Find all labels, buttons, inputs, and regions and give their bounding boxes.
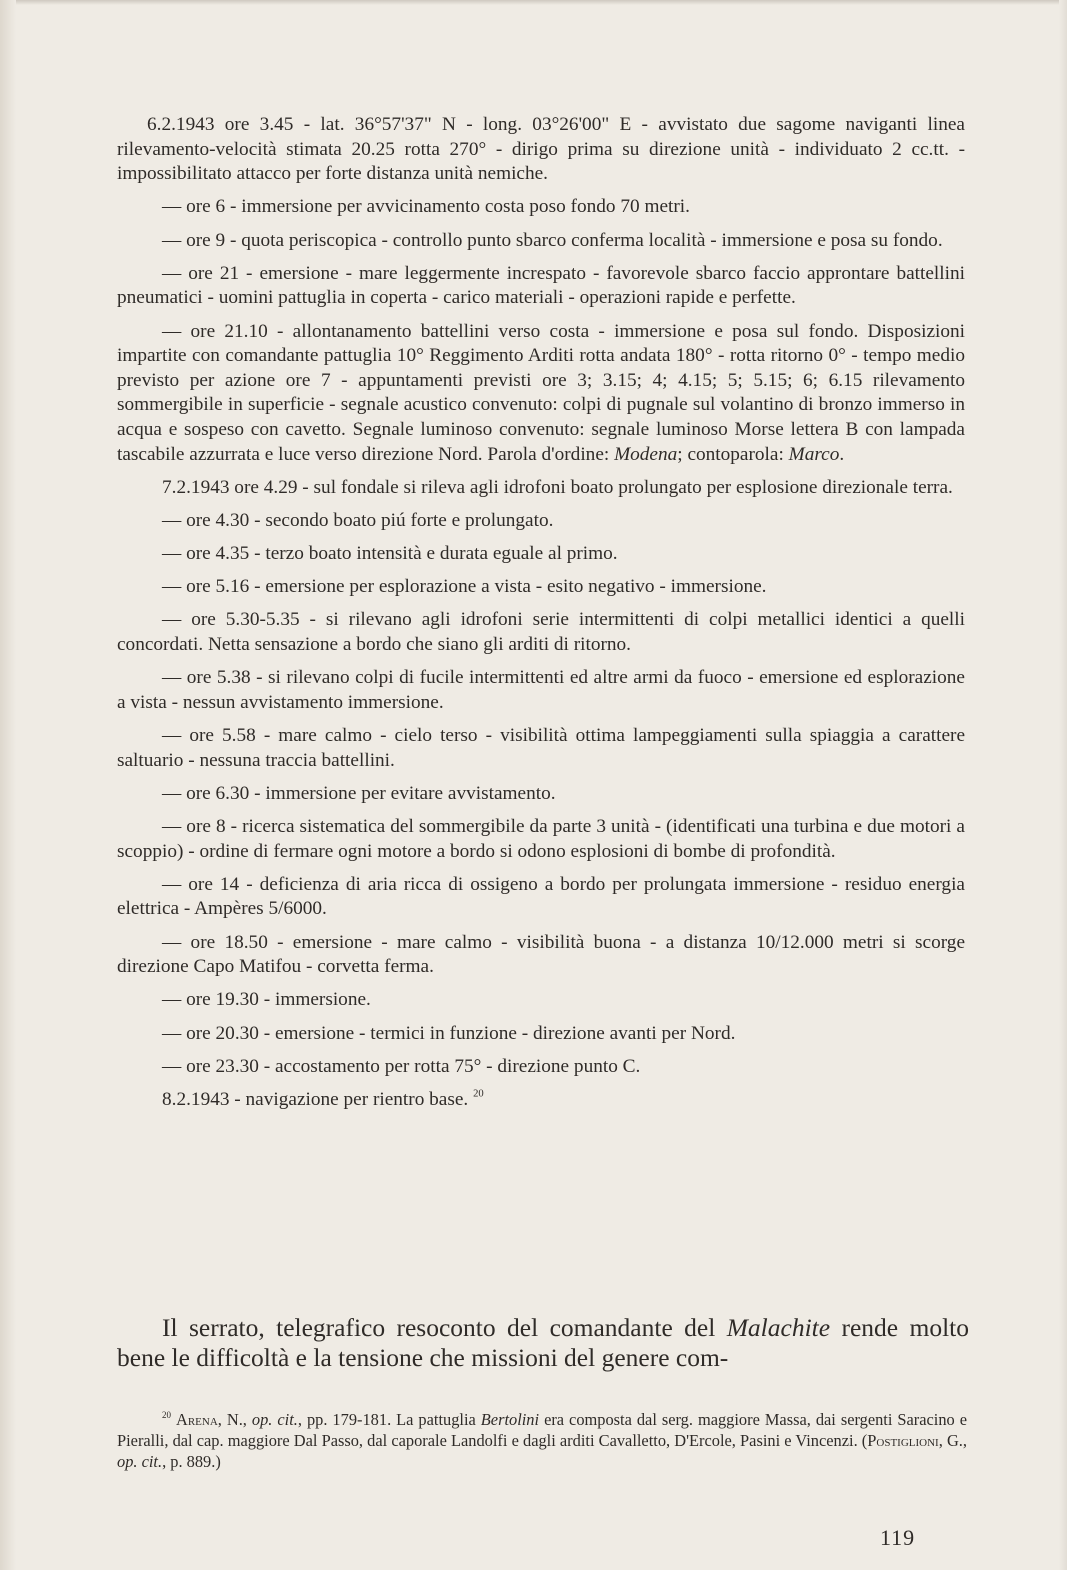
footnote-text: , p. 889.) <box>162 1451 221 1471</box>
countersign-label: ; contoparola: <box>677 443 784 465</box>
footnote-text: , N., <box>217 1410 247 1429</box>
log-entry: — ore 9 - quota periscopica - controllo punto sbarco conferma località - immersione e posa su fondo. <box>162 229 943 251</box>
log-entry: — ore 14 - deficienza di aria ricca di ossigeno a bordo per prolungata immersione - residuo energia elettrica - Ampères 5/6000. <box>117 873 965 920</box>
footnote-number: 20 <box>162 1409 171 1420</box>
footnote-text: , G., <box>938 1430 967 1450</box>
summary-paragraph <box>117 1313 969 1373</box>
log-entry: — ore 23.30 - accostamento per rotta 75° - direzione punto C. <box>162 1055 641 1077</box>
page-edge-left <box>0 0 16 1570</box>
footnote-mark: 20 <box>473 1088 484 1100</box>
log-entry-text: 8.2.1943 - navigazione per rientro base. <box>162 1088 469 1110</box>
page-edge-top <box>0 0 1067 5</box>
log-entries <box>117 113 965 1121</box>
log-entry: — ore 8 - ricerca sistematica del sommergibile da parte 3 unità - (identificati una turbina e due motori a scoppio) - ordine di fermare ogni motore a bordo si odono esplosioni di bombe di profondità. <box>117 815 965 862</box>
log-entry: — ore 18.50 - emersione - mare calmo - visibilità buona - a distanza 10/12.000 metri si scorge direzione Capo Matifou - corvetta ferma. <box>117 931 965 978</box>
password: Modena <box>614 443 678 465</box>
footnote-text: era composta dal serg. maggiore Massa, dai sergenti Saracino e Pieralli, dal cap. maggiore Dal Passo, dal caporale Landolfi e dagli arditi Cavalletto, D'Ercole, Pasini e Vincenzi. ( <box>117 1410 968 1450</box>
footnote-patrol: Bertolini <box>480 1410 540 1429</box>
page-edge-right <box>1059 0 1067 1570</box>
log-entry: — ore 4.35 - terzo boato intensità e durata eguale al primo. <box>162 543 618 565</box>
summary-text: Il serrato, telegrafico resoconto del comandante del <box>162 1313 716 1342</box>
log-entry: — ore 5.38 - si rilevano colpi di fucile intermittenti ed altre armi da fuoco - emersione ed esplorazione a vista - nessun avvistamento immersione. <box>117 667 965 713</box>
log-entry: — ore 20.30 - emersione - termici in funzione - direzione avanti per Nord. <box>162 1022 736 1044</box>
log-entry: — ore 5.58 - mare calmo - cielo terso - visibilità ottima lampeggiamenti sulla spiaggia a carattere saltuario - nessuna traccia battellini. <box>117 725 965 771</box>
log-entry: — ore 21 - emersione - mare leggermente increspato - favorevole sbarco faccio approntare battellini pneumatici - uomini pattuglia in coperta - carico materiali - operazioni rapide e perfette. <box>117 262 965 309</box>
log-entry: — ore 4.30 - secondo boato piú forte e prolungato. <box>162 509 554 531</box>
footnote-text: , pp. 179-181. La pattuglia <box>297 1410 476 1429</box>
page-number: 119 <box>880 1525 916 1550</box>
log-entry: 6.2.1943 ore 3.45 - lat. 36°57'37" N - long. 03°26'00" E - avvistato due sagome naviganti linea rilevamento-velocità stimata 20.25 rotta 270° - dirigo prima su direzione unità - individuato 2 cc.tt. - impossibilitato attacco per forte distanza unità nemiche. <box>117 114 965 185</box>
footnote-opcit: op. cit. <box>117 1451 163 1471</box>
log-entry: — ore 6 - immersione per avvicinamento costa poso fondo 70 metri. <box>162 196 690 218</box>
final-period: . <box>839 443 845 465</box>
footnote-opcit: op. cit. <box>251 1410 298 1429</box>
countersign: Marco <box>788 443 840 465</box>
summary-text: rende molto bene le difficoltà e la tensione che missioni del genere com- <box>117 1313 969 1372</box>
log-entry: — ore 19.30 - immersione. <box>162 989 371 1011</box>
log-entry: — ore 5.30-5.35 - si rilevano agli idrofoni serie intermittenti di colpi metallici identici a quelli concordati. Netta sensazione a bordo che siano gli arditi di ritorno. <box>117 609 965 656</box>
log-entry-text: — ore 21.10 - allontanamento battellini verso costa - immersione e posa sul fondo. Disposizioni impartite con comandante pattuglia 10° Reggimento Arditi rotta andata 180° - rotta ritorno 0° - tempo medio previsto per azione ore 7 - appuntamenti previsti ore 3; 3.15; 4; 4.15; 5; 5.15; 6; 6.15 rilevamento sommergibile in superficie - segnale acustico convenuto: colpi di pugnale sul volantino di bronzo immerso in acqua e sospeso con cavetto. Segnale luminoso convenuto: segnale luminoso Morse lettera B con lampada tascabile azzurrata e luce verso direzione Nord. Parola d'ordine: <box>117 320 965 465</box>
ship-name: Malachite <box>726 1313 831 1342</box>
log-entry: — ore 6.30 - immersione per evitare avvistamento. <box>162 782 556 804</box>
footnote-author: Postiglioni <box>867 1430 939 1450</box>
footnote <box>117 1410 967 1472</box>
log-entry <box>117 1088 965 1113</box>
footnote-author: Arena <box>176 1410 218 1429</box>
log-entry: — ore 5.16 - emersione per esplorazione a vista - esito negativo - immersione. <box>162 576 767 598</box>
log-entry <box>117 320 965 468</box>
log-entry: 7.2.1943 ore 4.29 - sul fondale si rileva agli idrofoni boato prolungato per esplosione direzionale terra. <box>162 476 953 498</box>
